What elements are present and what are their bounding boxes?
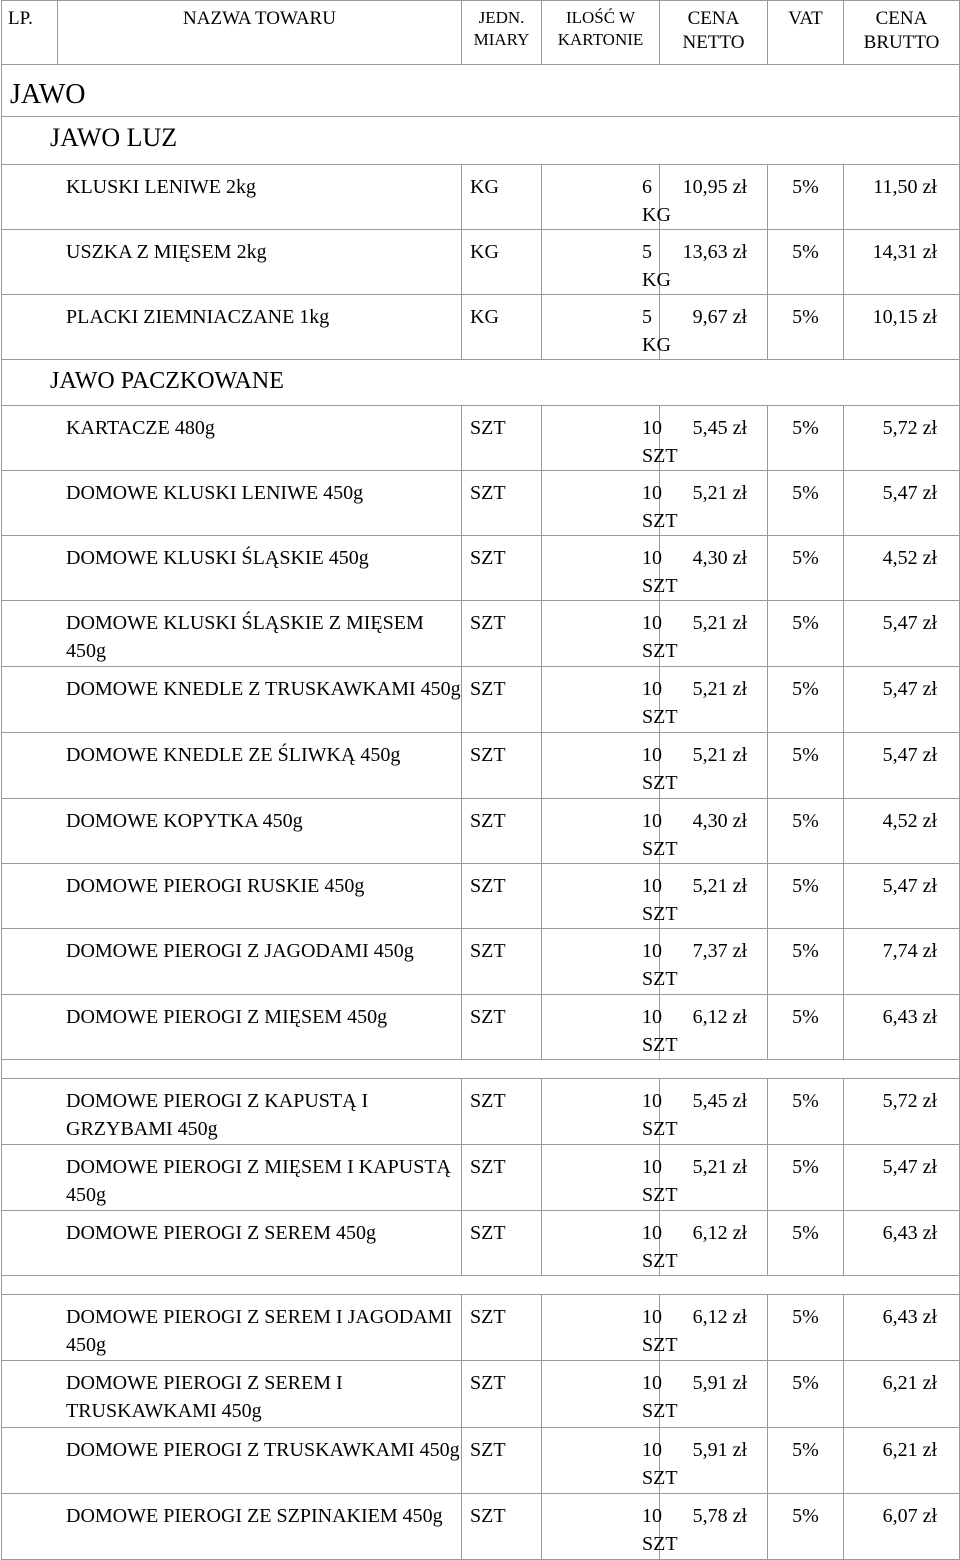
product-net-price: 5,21 zł <box>660 667 768 733</box>
product-vat: 5% <box>768 1361 844 1428</box>
group-title-row <box>2 360 960 406</box>
product-carton-qty: 10 SZT <box>542 536 660 601</box>
product-vat: 5% <box>768 1145 844 1211</box>
product-carton-qty: 10 SZT <box>542 601 660 667</box>
product-gross-price: 14,31 zł <box>844 230 960 295</box>
product-gross-price: 5,72 zł <box>844 406 960 471</box>
product-name: KARTACZE 480g <box>2 406 462 471</box>
table-row <box>2 295 960 360</box>
col-name-header: NAZWA TOWARU <box>58 1 462 65</box>
product-carton-qty: 5 KG <box>542 295 660 360</box>
product-name: DOMOWE PIEROGI Z JAGODAMI 450g <box>2 929 462 995</box>
product-carton-qty: 10 SZT <box>542 667 660 733</box>
product-vat: 5% <box>768 667 844 733</box>
product-name: DOMOWE PIEROGI Z TRUSKAWKAMI 450g <box>2 1428 462 1494</box>
product-carton-qty: 10 SZT <box>542 929 660 995</box>
product-name: DOMOWE KOPYTKA 450g <box>2 799 462 864</box>
product-name: DOMOWE KNEDLE ZE ŚLIWKĄ 450g <box>2 733 462 799</box>
product-gross-price: 5,47 zł <box>844 667 960 733</box>
product-unit: SZT <box>462 406 542 471</box>
product-unit: KG <box>462 165 542 230</box>
product-name: KLUSKI LENIWE 2kg <box>2 165 462 230</box>
product-net-price: 5,45 zł <box>660 1079 768 1145</box>
col-gross-header: CENA BRUTTO <box>844 1 960 65</box>
product-carton-qty: 5 KG <box>542 230 660 295</box>
product-gross-price: 6,43 zł <box>844 1211 960 1276</box>
product-gross-price: 5,47 zł <box>844 864 960 929</box>
product-vat: 5% <box>768 536 844 601</box>
product-gross-price: 7,74 zł <box>844 929 960 995</box>
table-row <box>2 1361 960 1428</box>
col-unit-header: JEDN. MIARY <box>462 1 542 65</box>
product-unit: KG <box>462 230 542 295</box>
product-unit: SZT <box>462 536 542 601</box>
group-title-luz: JAWO LUZ <box>2 117 960 165</box>
product-gross-price: 11,50 zł <box>844 165 960 230</box>
table-row <box>2 1494 960 1560</box>
product-net-price: 5,21 zł <box>660 864 768 929</box>
product-vat: 5% <box>768 471 844 536</box>
table-row <box>2 471 960 536</box>
product-carton-qty: 10 SZT <box>542 1145 660 1211</box>
product-vat: 5% <box>768 230 844 295</box>
product-carton-qty: 10 SZT <box>542 799 660 864</box>
product-unit: SZT <box>462 1361 542 1428</box>
spacer-cell <box>2 1276 960 1295</box>
product-unit: SZT <box>462 799 542 864</box>
product-gross-price: 5,47 zł <box>844 1145 960 1211</box>
group-pacz-rows <box>2 406 960 1560</box>
product-carton-qty: 10 SZT <box>542 1494 660 1560</box>
product-vat: 5% <box>768 995 844 1060</box>
product-gross-price: 5,72 zł <box>844 1079 960 1145</box>
product-gross-price: 4,52 zł <box>844 536 960 601</box>
product-unit: KG <box>462 295 542 360</box>
spacer-cell <box>2 1060 960 1079</box>
product-carton-qty: 10 SZT <box>542 1295 660 1361</box>
table-row <box>2 165 960 230</box>
product-unit: SZT <box>462 1079 542 1145</box>
product-name: DOMOWE PIEROGI Z SEREM I JAGODAMI 450g <box>2 1295 462 1361</box>
product-net-price: 5,21 zł <box>660 733 768 799</box>
product-vat: 5% <box>768 1428 844 1494</box>
product-net-price: 5,45 zł <box>660 406 768 471</box>
product-net-price: 5,78 zł <box>660 1494 768 1560</box>
product-name: DOMOWE KLUSKI LENIWE 450g <box>2 471 462 536</box>
product-net-price: 6,12 zł <box>660 1295 768 1361</box>
product-vat: 5% <box>768 864 844 929</box>
table-row <box>2 1295 960 1361</box>
table-row <box>2 799 960 864</box>
product-gross-price: 6,43 zł <box>844 1295 960 1361</box>
product-vat: 5% <box>768 1494 844 1560</box>
product-carton-qty: 10 SZT <box>542 995 660 1060</box>
product-net-price: 5,21 zł <box>660 471 768 536</box>
product-unit: SZT <box>462 601 542 667</box>
col-vat-header: VAT <box>768 1 844 65</box>
product-name: DOMOWE PIEROGI Z SEREM I TRUSKAWKAMI 450g <box>2 1361 462 1428</box>
product-vat: 5% <box>768 1211 844 1276</box>
product-unit: SZT <box>462 995 542 1060</box>
table-row <box>2 1079 960 1145</box>
product-net-price: 5,91 zł <box>660 1361 768 1428</box>
col-carton-header: ILOŚĆ W KARTONIE <box>542 1 660 65</box>
product-net-price: 13,63 zł <box>660 230 768 295</box>
product-vat: 5% <box>768 406 844 471</box>
product-vat: 5% <box>768 733 844 799</box>
table-row <box>2 230 960 295</box>
product-carton-qty: 10 SZT <box>542 1361 660 1428</box>
product-net-price: 10,95 zł <box>660 165 768 230</box>
product-vat: 5% <box>768 295 844 360</box>
product-vat: 5% <box>768 165 844 230</box>
table-row <box>2 1145 960 1211</box>
product-gross-price: 10,15 zł <box>844 295 960 360</box>
product-carton-qty: 10 SZT <box>542 406 660 471</box>
table-row <box>2 995 960 1060</box>
brand-title: JAWO <box>2 65 960 117</box>
product-vat: 5% <box>768 929 844 995</box>
spacer-row <box>2 1276 960 1295</box>
product-gross-price: 6,07 zł <box>844 1494 960 1560</box>
table-row <box>2 536 960 601</box>
product-unit: SZT <box>462 929 542 995</box>
product-unit: SZT <box>462 1428 542 1494</box>
product-unit: SZT <box>462 1494 542 1560</box>
group-title-pacz: JAWO PACZKOWANE <box>2 360 960 406</box>
col-lp-header: LP. <box>2 1 58 65</box>
product-net-price: 5,21 zł <box>660 601 768 667</box>
product-name: USZKA Z MIĘSEM 2kg <box>2 230 462 295</box>
product-vat: 5% <box>768 601 844 667</box>
brand-row <box>2 65 960 117</box>
table-row <box>2 1211 960 1276</box>
product-gross-price: 4,52 zł <box>844 799 960 864</box>
table-row <box>2 406 960 471</box>
product-name: DOMOWE KNEDLE Z TRUSKAWKAMI 450g <box>2 667 462 733</box>
product-unit: SZT <box>462 471 542 536</box>
product-net-price: 7,37 zł <box>660 929 768 995</box>
group-luz-rows <box>2 165 960 360</box>
product-unit: SZT <box>462 1211 542 1276</box>
product-name: DOMOWE PIEROGI Z KAPUSTĄ I GRZYBAMI 450g <box>2 1079 462 1145</box>
product-unit: SZT <box>462 864 542 929</box>
price-list-table <box>1 0 960 1560</box>
table-row <box>2 929 960 995</box>
table-row <box>2 733 960 799</box>
product-net-price: 9,67 zł <box>660 295 768 360</box>
header-row <box>2 1 960 65</box>
product-gross-price: 5,47 zł <box>844 601 960 667</box>
product-name: DOMOWE PIEROGI Z MIĘSEM 450g <box>2 995 462 1060</box>
product-unit: SZT <box>462 667 542 733</box>
product-carton-qty: 10 SZT <box>542 1079 660 1145</box>
table-row <box>2 667 960 733</box>
product-carton-qty: 10 SZT <box>542 733 660 799</box>
product-vat: 5% <box>768 799 844 864</box>
product-gross-price: 6,21 zł <box>844 1428 960 1494</box>
product-name: DOMOWE PIEROGI RUSKIE 450g <box>2 864 462 929</box>
product-net-price: 6,12 zł <box>660 1211 768 1276</box>
product-net-price: 4,30 zł <box>660 799 768 864</box>
product-carton-qty: 10 SZT <box>542 864 660 929</box>
spacer-row <box>2 1060 960 1079</box>
product-gross-price: 5,47 zł <box>844 471 960 536</box>
product-name: PLACKI ZIEMNIACZANE 1kg <box>2 295 462 360</box>
table-row <box>2 1428 960 1494</box>
product-carton-qty: 6 KG <box>542 165 660 230</box>
product-carton-qty: 10 SZT <box>542 471 660 536</box>
product-gross-price: 6,43 zł <box>844 995 960 1060</box>
group-title-row <box>2 117 960 165</box>
product-unit: SZT <box>462 733 542 799</box>
product-name: DOMOWE PIEROGI Z SEREM 450g <box>2 1211 462 1276</box>
product-gross-price: 5,47 zł <box>844 733 960 799</box>
product-net-price: 5,21 zł <box>660 1145 768 1211</box>
product-carton-qty: 10 SZT <box>542 1211 660 1276</box>
product-vat: 5% <box>768 1295 844 1361</box>
product-net-price: 4,30 zł <box>660 536 768 601</box>
product-name: DOMOWE PIEROGI Z MIĘSEM I KAPUSTĄ 450g <box>2 1145 462 1211</box>
product-gross-price: 6,21 zł <box>844 1361 960 1428</box>
product-unit: SZT <box>462 1295 542 1361</box>
product-name: DOMOWE KLUSKI ŚLĄSKIE Z MIĘSEM 450g <box>2 601 462 667</box>
product-carton-qty: 10 SZT <box>542 1428 660 1494</box>
product-vat: 5% <box>768 1079 844 1145</box>
table-row <box>2 864 960 929</box>
product-name: DOMOWE PIEROGI ZE SZPINAKIEM 450g <box>2 1494 462 1560</box>
product-name: DOMOWE KLUSKI ŚLĄSKIE 450g <box>2 536 462 601</box>
product-net-price: 5,91 zł <box>660 1428 768 1494</box>
table-row <box>2 601 960 667</box>
product-net-price: 6,12 zł <box>660 995 768 1060</box>
product-unit: SZT <box>462 1145 542 1211</box>
col-net-header: CENA NETTO <box>660 1 768 65</box>
